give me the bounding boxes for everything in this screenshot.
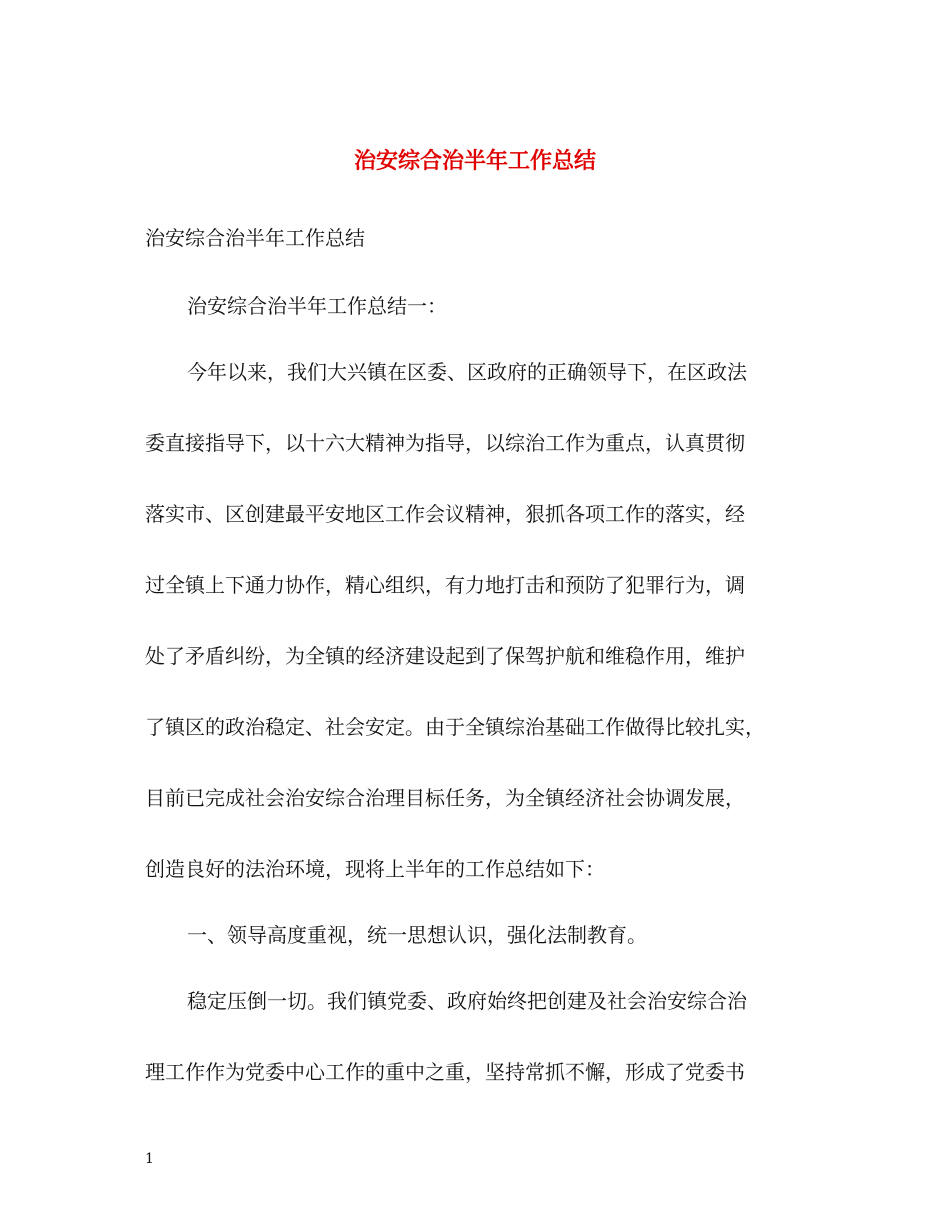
section-heading-line: 一、领导高度重视，统一思想认识，强化法制教育。	[187, 923, 647, 947]
paragraph-line: 目前已完成社会治安综合治理目标任务，为全镇经济社会协调发展，	[145, 786, 745, 810]
paragraph-line: 落实市、区创建最平安地区工作会议精神，狠抓各项工作的落实，经	[145, 502, 745, 526]
paragraph-line: 过全镇上下通力协作，精心组织，有力地打击和预防了犯罪行为，调	[145, 573, 745, 597]
paragraph-line: 了镇区的政治稳定、社会安定。由于全镇综治基础工作做得比较扎实，	[145, 715, 765, 739]
paragraph-line: 稳定压倒一切。我们镇党委、政府始终把创建及社会治安综合治	[187, 989, 747, 1013]
paragraph-line: 创造良好的法治环境，现将上半年的工作总结如下：	[145, 857, 605, 881]
page-number: 1	[145, 1151, 154, 1167]
subtitle-line: 治安综合治半年工作总结	[145, 226, 365, 250]
document-title: 治安综合治半年工作总结	[353, 148, 596, 174]
paragraph-line: 处了矛盾纠纷，为全镇的经济建设起到了保驾护航和维稳作用，维护	[145, 644, 745, 668]
paragraph-line: 委直接指导下，以十六大精神为指导，以综治工作为重点，认真贯彻	[145, 431, 745, 455]
paragraph-line: 今年以来，我们大兴镇在区委、区政府的正确领导下，在区政法	[187, 360, 747, 384]
section-heading-line: 治安综合治半年工作总结一：	[187, 294, 447, 318]
document-body	[145, 226, 805, 1084]
paragraph-line: 理工作作为党委中心工作的重中之重，坚持常抓不懈，形成了党委书	[145, 1060, 745, 1084]
